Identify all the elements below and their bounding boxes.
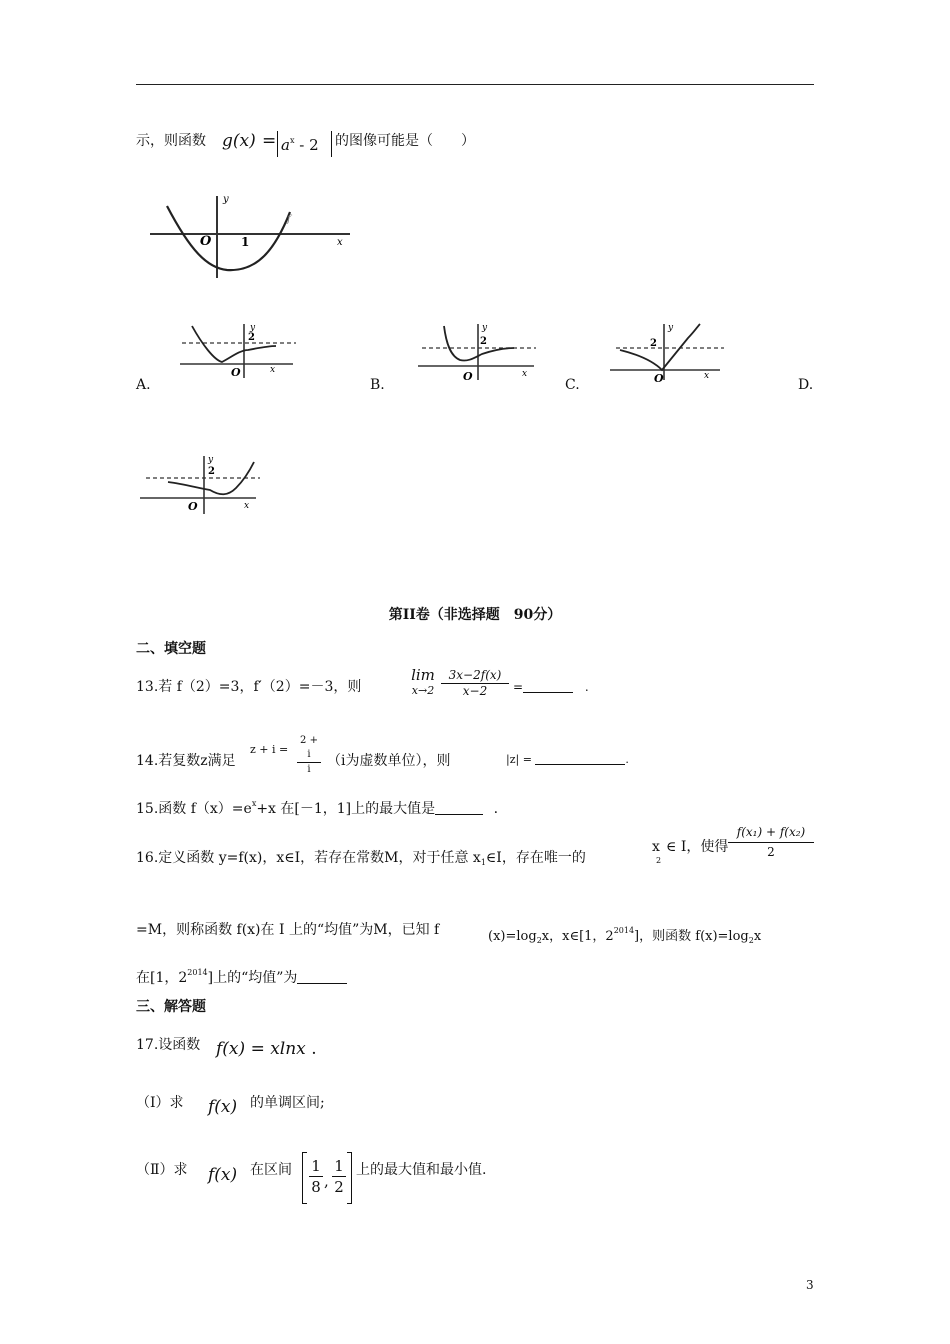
q15-exp: x <box>251 799 257 808</box>
part1-label: （Ⅰ）求 <box>136 1095 184 1111</box>
q14-blank <box>535 752 625 765</box>
frac1-num: 1 <box>309 1156 323 1177</box>
q16-line2 <box>136 921 439 939</box>
option-a-label: A. <box>136 377 151 393</box>
part2-text1: 在区间 <box>250 1162 292 1178</box>
bracket-left-bottom <box>302 1203 307 1204</box>
q16-line2-e: x <box>753 929 762 944</box>
a-curve <box>192 326 276 362</box>
q17-period: . <box>311 1039 317 1059</box>
q13-limit <box>406 667 440 697</box>
b-y-label: y <box>482 323 488 333</box>
q14-z-equation: z + i = <box>250 743 289 756</box>
q12-abs-content <box>281 132 319 154</box>
q12-abs-exp: x <box>289 136 295 145</box>
q12-outro <box>335 132 475 150</box>
frac-one-eighth <box>309 1156 323 1197</box>
main-f-label: f <box>287 214 291 225</box>
q14-period: . <box>625 753 629 766</box>
option-b-label: B. <box>370 377 385 393</box>
q16-line2-rest <box>488 922 761 950</box>
q14-numerator: 2 + i <box>297 734 321 763</box>
c-two-label: 2 <box>650 338 657 349</box>
q15-period: . <box>493 801 499 817</box>
q16-power: 2014 <box>613 926 635 935</box>
b-x-label: x <box>522 369 528 379</box>
q13-period: . <box>584 680 589 694</box>
option-c-label: C. <box>565 377 580 393</box>
b-curve <box>444 326 514 361</box>
frac2-den: 2 <box>334 1178 344 1196</box>
q16-fraction <box>728 822 814 861</box>
q16-log-sub2: 2 <box>748 936 754 945</box>
part2-func: f(x) <box>208 1165 238 1185</box>
q16-log-sub: 2 <box>536 936 542 945</box>
q12-outro-text: 的图像可能是（ ） <box>335 133 475 149</box>
q13-prefix: 13.若 f（2）=3，f′（2）=－3，则 <box>136 679 362 695</box>
frac2-num: 1 <box>332 1156 346 1177</box>
main-origin-label: O <box>200 234 212 249</box>
q13-fraction <box>441 667 509 699</box>
main-y-label: y <box>223 194 229 205</box>
bracket-right-bottom <box>347 1203 352 1204</box>
q16-line2-c: x，x∈[1，2 <box>541 929 614 944</box>
a-origin-label: O <box>231 366 241 379</box>
q12-main-graph <box>145 190 360 280</box>
a-y-label: y <box>250 323 256 333</box>
main-one-label: 1 <box>241 235 250 249</box>
q14-denominator: i <box>307 764 311 775</box>
q15-prefix: 15.函数 f（x）=e <box>136 801 252 817</box>
c-x-label: x <box>704 371 710 381</box>
b-two-label: 2 <box>480 336 487 347</box>
q16-line3-b: ]上的“均值”为 <box>207 970 298 986</box>
section2-title-text: 第II卷（非选择题 90分） <box>388 607 562 623</box>
q16-line3-power: 2014 <box>187 968 208 977</box>
q16-line3 <box>136 964 347 987</box>
q12-stem <box>136 132 206 150</box>
page-number: 3 <box>806 1278 814 1292</box>
q16-numerator: f(x₁) + f(x₂) <box>728 822 814 843</box>
frac-one-half <box>332 1156 346 1197</box>
d-y-label: y <box>208 455 214 465</box>
q16-line1-b: ∈I，存在唯一的 <box>485 850 586 866</box>
a-two-label: 2 <box>248 332 255 343</box>
q12-abs-minus2: - 2 <box>299 136 319 154</box>
d-two-label: 2 <box>208 466 215 477</box>
q15-mid: +x 在[－1，1]上的最大值是 <box>256 801 436 817</box>
a-x-label: x <box>270 365 276 375</box>
bracket-right-top <box>347 1152 352 1153</box>
q13-blank <box>523 678 573 693</box>
q16-x2-rest: ∈ I，使得 <box>666 839 729 855</box>
fill-heading: 二、填空题 <box>136 641 206 657</box>
q16-x2-sub: 2 <box>656 856 662 865</box>
q16-line1-a: 16.定义函数 y=f(x)，x∈I，若存在常数M，对于任意 x <box>136 850 481 866</box>
d-origin-label: O <box>188 500 198 513</box>
q17-eq: = xlnx <box>250 1039 306 1059</box>
q13-answer <box>513 678 589 696</box>
option-b-graph <box>416 320 540 382</box>
q16-line2-b: (x)=log <box>488 929 537 944</box>
q16-line3-a: 在[1，2 <box>136 970 188 986</box>
q17-formula <box>216 1040 317 1058</box>
q13-lim-sub: x→2 <box>411 684 435 697</box>
part2-label: （Ⅱ）求 <box>136 1162 188 1178</box>
q13-numerator: 3x−2f(x) <box>441 667 509 684</box>
option-c-graph <box>608 320 728 382</box>
part2-interval <box>302 1152 352 1204</box>
q12-eq <box>262 132 276 150</box>
q13-lim-word: lim <box>411 666 435 684</box>
q16-x1-sub: 1 <box>480 858 486 867</box>
q12-intro: 示，则函数 <box>136 133 206 149</box>
q16-line2-d: ]，则函数 f(x)=log <box>634 929 749 944</box>
q16-x2-var: x <box>652 839 660 855</box>
b-origin-label: O <box>463 370 473 382</box>
q12-eq-sign: = <box>262 131 277 151</box>
q14-fraction <box>297 734 321 777</box>
q16-blank <box>297 969 347 984</box>
q16-line2-a: =M，则称函数 f(x)在 I 上的“均值”为M，已知 f <box>136 922 440 938</box>
option-d-label: D. <box>798 377 814 393</box>
frac1-den: 8 <box>311 1178 321 1196</box>
q14-abs-z: |z| = <box>506 753 532 766</box>
q12-abs-base: a <box>281 136 290 154</box>
c-y-label: y <box>668 323 674 333</box>
q14-prefix: 14.若复数z满足 <box>136 753 236 769</box>
q13-denominator: x−2 <box>462 684 488 698</box>
q16-line1 <box>136 849 586 872</box>
interval-comma: , <box>324 1172 329 1190</box>
section2-title <box>0 606 950 624</box>
c-origin-label: O <box>654 372 664 382</box>
q15-blank <box>435 800 483 815</box>
d-x-label: x <box>244 501 250 511</box>
q13-eq: = <box>513 680 524 694</box>
part1-text: 的单调区间; <box>250 1095 325 1111</box>
part1-func: f(x) <box>208 1097 238 1117</box>
c-curve <box>620 324 700 370</box>
q16-denominator: 2 <box>767 845 775 859</box>
header-rule <box>136 84 814 85</box>
q17-prefix: 17.设函数 <box>136 1037 201 1053</box>
main-x-label: x <box>337 237 343 248</box>
solve-heading: 三、解答题 <box>136 999 206 1015</box>
part2-text2: 上的最大值和最小值. <box>356 1162 487 1178</box>
q14-mid: （i为虚数单位），则 <box>327 753 451 769</box>
q14-answer <box>506 751 629 769</box>
bracket-left-top <box>302 1152 307 1153</box>
option-d-graph <box>138 452 268 516</box>
q12-g-label <box>222 132 256 150</box>
q17-func: f(x) <box>216 1039 246 1059</box>
q12-g-func: g(x) <box>222 131 256 151</box>
option-a-graph <box>178 320 300 380</box>
main-f-curve <box>167 206 290 270</box>
q15-line <box>136 795 498 818</box>
